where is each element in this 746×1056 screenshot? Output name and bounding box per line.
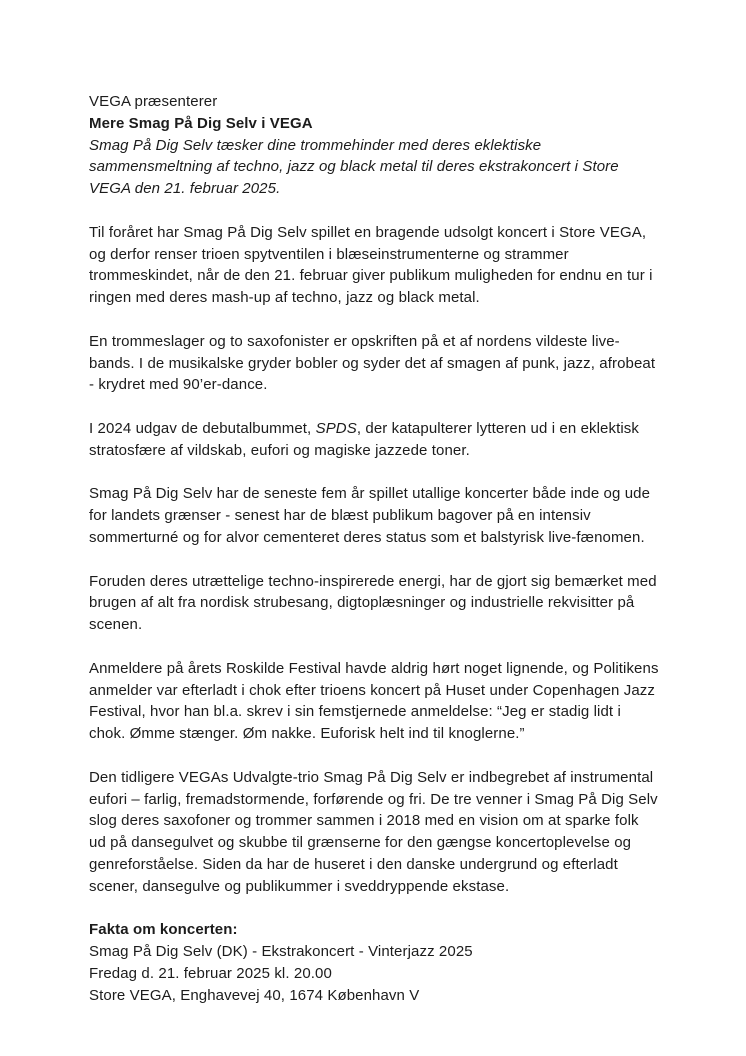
body-paragraph <box>89 571 659 636</box>
paragraph-text: Til foråret har Smag På Dig Selv spillet en bragende udsolgt koncert i Store VEGA, og derfor renser trioen spytventilen i blæseinstrumenterne og strammer trommeskindet, når de den 21. februar giver publikum muligheden for endnu en tur i ringen med deres mash-up af techno, jazz og black metal. <box>89 223 653 307</box>
paragraph-text: Den tidligere VEGAs Udvalgte-trio Smag På Dig Selv er indbegrebet af instrumental eufori – farlig, fremadstormende, forførende og fri. De tre venner i Smag På Dig Selv slog deres saxofoner og trommer sammen i 2018 med en vision om at sparke folk ud på dansegulvet og skubbe til grænserne for den gængse koncertoplevelse og genreforståelse. Siden da har de huseret i den danske undergrund og efterladt scener, dansegulve og publikummer i sveddryppende ekstase. <box>89 768 658 895</box>
paragraph-text: Smag På Dig Selv har de seneste fem år spillet utallige koncerter både inde og ude for landets grænser - senest har de blæst publikum bagover på en intensiv sommerturné og for alvor cementeret deres status som et balstyrisk live-fænomen. <box>89 485 651 546</box>
fact-line: Fredag d. 21. februar 2025 kl. 20.00 <box>89 964 332 982</box>
body-paragraphs <box>89 222 659 898</box>
body-paragraph <box>89 418 659 462</box>
body-paragraph <box>89 767 659 898</box>
facts-heading: Fakta om koncerten: <box>89 921 238 939</box>
paragraph-text: I 2024 udgav de debutalbummet, <box>89 419 316 437</box>
body-paragraph <box>89 331 659 396</box>
lede-paragraph: Smag På Dig Selv tæsker dine trommehinder med deres eklektiske sammensmeltning af techno, jazz og black metal til deres ekstrakoncert i Store VEGA den 21. februar 2025. <box>89 136 619 198</box>
facts-lines <box>89 941 659 1006</box>
body-paragraph <box>89 658 659 745</box>
paragraph-text: En trommeslager og to saxofonister er opskriften på et af nordens vildeste live-bands. I de musikalske gryder bobler og syder det af smagen af punk, jazz, afrobeat - krydret med 90’er-dance. <box>89 332 656 394</box>
document-content <box>89 91 659 1006</box>
kicker-line: VEGA præsenterer <box>89 93 218 110</box>
paragraph-text: , der katapulterer lytteren ud i en eklektisk stratosfære af vildskab, eufori og magiske jazzede toner. <box>89 419 639 459</box>
fact-line: Smag På Dig Selv (DK) - Ekstrakoncert - Vinterjazz 2025 <box>89 943 473 961</box>
document-title: Mere Smag På Dig Selv i VEGA <box>89 114 313 132</box>
body-paragraph <box>89 483 659 548</box>
fact-line: Store VEGA, Enghavevej 40, 1674 København V <box>89 986 420 1004</box>
paragraph-text: Foruden deres utrættelige techno-inspirerede energi, har de gjort sig bemærket med brugen af alt fra nordisk strubesang, digtoplæsninger og industrielle rekvisitter på scenen. <box>89 572 657 634</box>
album-title-italic: SPDS <box>315 419 357 437</box>
paragraph-text: Anmeldere på årets Roskilde Festival havde aldrig hørt noget lignende, og Politikens anmelder var efterladt i chok efter trioens koncert på Huset under Copenhagen Jazz Festival, hvor han bl.a. skrev i sin femstjernede anmeldelse: “Jeg er stadig lidt i chok. Ømme stænger. Øm nakke. Euforisk helt ind til knoglerne.” <box>89 659 659 743</box>
body-paragraph <box>89 222 659 309</box>
